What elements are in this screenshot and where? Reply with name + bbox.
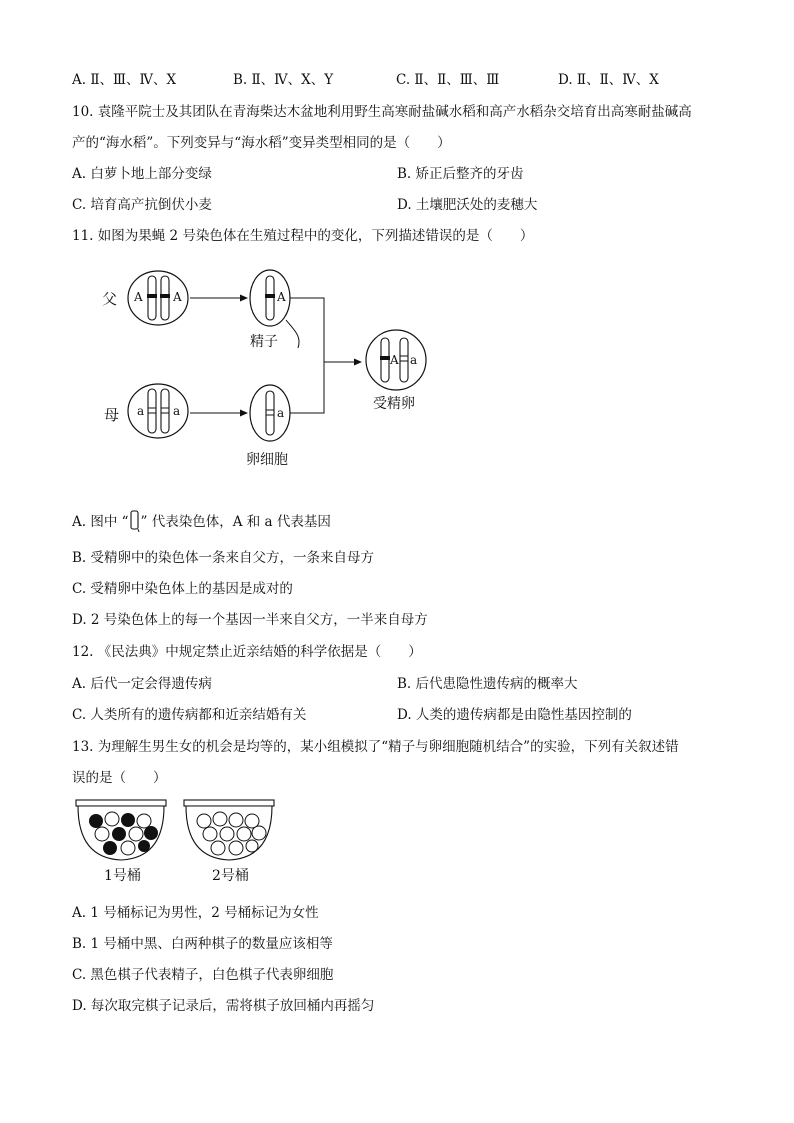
zygote-gene-a: a	[410, 353, 418, 367]
q10-stem-line1: 10. 袁隆平院士及其团队在青海柴达木盆地利用野生高寒耐盐碱水稻和高产水稻杂交培育出高寒耐盐碱高	[72, 104, 692, 120]
q11-option-a-pre: A. 图中 “	[72, 514, 129, 530]
q9-option-b: B. Ⅱ、Ⅳ、X、Y	[233, 72, 334, 88]
q12-option-c: C. 人类所有的遗传病都和近亲结婚有关	[72, 707, 307, 723]
q12-option-a: A. 后代一定会得遗传病	[72, 676, 212, 692]
mother-gene-right: a	[173, 404, 181, 418]
bucket-2	[184, 800, 274, 860]
father-gene-right: A	[173, 290, 182, 304]
egg-chromosome	[266, 391, 274, 435]
q11-option-a	[72, 510, 331, 532]
q11-stem: 11. 如图为果蝇 2 号染色体在生殖过程中的变化，下列描述错误的是（ ）	[72, 228, 534, 244]
egg-label: 卵细胞	[246, 452, 288, 468]
q13-option-c: C. 黑色棋子代表精子，白色棋子代表卵细胞	[72, 967, 334, 983]
egg-gene: a	[277, 406, 285, 420]
buckets-figure	[72, 798, 292, 888]
q13-option-a: A. 1 号桶标记为男性，2 号桶标记为女性	[72, 905, 319, 921]
q10-option-b: B. 矫正后整齐的牙齿	[397, 166, 524, 182]
chromosome-inheritance-diagram	[90, 258, 450, 473]
q9-option-a: A. Ⅱ、Ⅲ、Ⅳ、X	[72, 72, 177, 88]
bucket-1-label: 1号桶	[104, 868, 141, 884]
q11-option-b: B. 受精卵中的染色体一条来自父方，一条来自母方	[72, 550, 375, 566]
q10-stem-line2: 产的“海水稻”。下列变异与“海水稻”变异类型相同的是（ ）	[72, 135, 451, 151]
sperm-tail	[286, 320, 299, 348]
mother-label: 母	[104, 406, 120, 424]
q13-stem-line1: 13. 为理解生男生女的机会是均等的，某小组模拟了“精子与卵细胞随机结合”的实验，下列有关叙述错	[72, 739, 679, 755]
sperm-gene: A	[277, 290, 286, 304]
q13-stem-line2: 误的是（ ）	[72, 770, 167, 786]
sperm-label: 精子	[250, 334, 278, 350]
q13-option-d: D. 每次取完棋子记录后，需将棋子放回桶内再摇匀	[72, 998, 375, 1014]
zygote-chromosome-right	[400, 338, 408, 382]
q12-stem: 12. 《民法典》中规定禁止近亲结婚的科学依据是（ ）	[72, 644, 422, 660]
mother-chromosome-left	[148, 389, 156, 433]
q10-option-d: D. 土壤肥沃处的麦穗大	[397, 197, 538, 213]
chromosome-symbol-icon	[129, 510, 141, 532]
q12-option-b: B. 后代患隐性遗传病的概率大	[397, 676, 578, 692]
zygote-label: 受精卵	[373, 396, 415, 412]
zygote-gene-A: A	[390, 353, 399, 367]
father-label: 父	[102, 290, 118, 308]
bucket-2-label: 2号桶	[212, 868, 249, 884]
q9-option-c: C. Ⅱ、Ⅱ、Ⅲ、Ⅲ	[396, 72, 500, 88]
q11-option-d: D. 2 号染色体上的每一个基因一半来自父方，一半来自母方	[72, 612, 428, 628]
q11-option-c: C. 受精卵中染色体上的基因是成对的	[72, 581, 293, 597]
q12-option-d: D. 人类的遗传病都是由隐性基因控制的	[397, 707, 632, 723]
q10-option-c: C. 培育高产抗倒伏小麦	[72, 197, 212, 213]
bucket-1	[76, 800, 166, 860]
q10-option-a: A. 白萝卜地上部分变绿	[72, 166, 212, 182]
q9-option-d: D. Ⅱ、Ⅱ、Ⅳ、X	[558, 72, 659, 88]
q11-option-a-post: ” 代表染色体，A 和 a 代表基因	[140, 514, 331, 530]
father-gene-left: A	[134, 290, 143, 304]
mother-gene-left: a	[137, 404, 145, 418]
q13-option-b: B. 1 号桶中黑、白两种棋子的数量应该相等	[72, 936, 333, 952]
mother-chromosome-right	[161, 389, 169, 433]
